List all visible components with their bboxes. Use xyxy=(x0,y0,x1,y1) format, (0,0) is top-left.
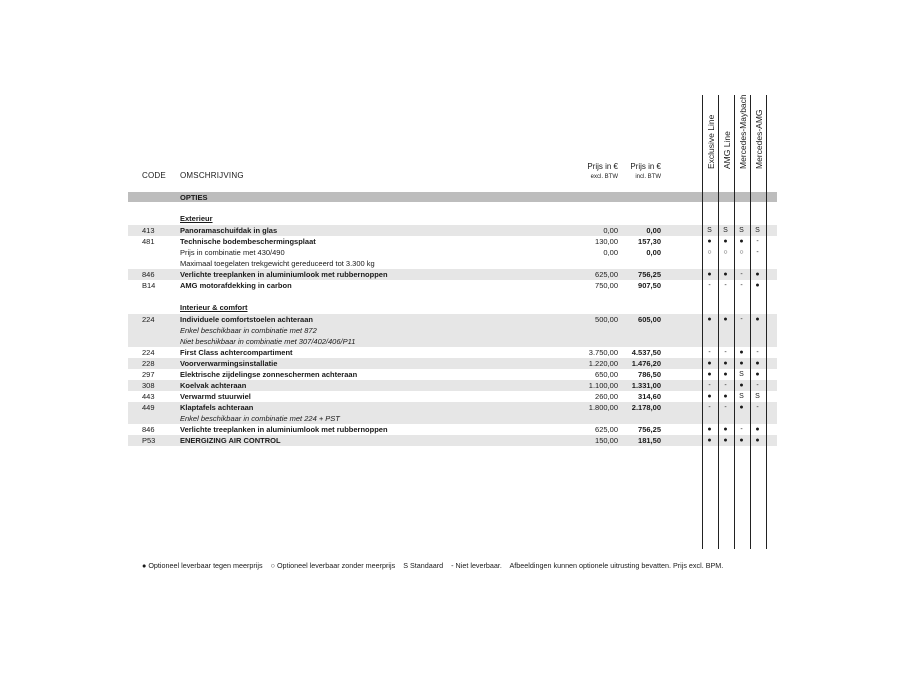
option-description: Verlichte treeplanken in aluminiumlook met rubbernoppen xyxy=(180,425,388,434)
availability-mark: ○ xyxy=(707,249,712,256)
option-description: Enkel beschikbaar in combinatie met 224 + PST xyxy=(180,414,340,423)
availability-mark: ● xyxy=(723,426,728,433)
column-divider xyxy=(718,95,719,549)
column-header-exclusive-line xyxy=(703,95,718,181)
price-excl: 150,00 xyxy=(595,436,618,445)
availability-mark: ● xyxy=(723,371,728,378)
price-excl: 650,00 xyxy=(595,370,618,379)
availability-mark: ○ xyxy=(723,249,728,256)
price-incl: 2.178,00 xyxy=(631,403,661,412)
legend-optional-paid: ● Optioneel leverbaar tegen meerprijs xyxy=(142,561,263,570)
option-code: 449 xyxy=(142,403,155,412)
availability-mark: - xyxy=(740,316,743,323)
price-excl-label: Prijs in € xyxy=(587,162,618,171)
price-incl-sub: incl. BTW xyxy=(635,174,661,180)
option-code: 224 xyxy=(142,315,155,324)
availability-mark: - xyxy=(724,282,727,289)
legend-optional-free: ○ Optioneel leverbaar zonder meerprijs xyxy=(270,561,396,570)
price-excl: 1.100,00 xyxy=(588,381,618,390)
price-incl: 157,30 xyxy=(638,237,661,246)
price-excl: 0,00 xyxy=(603,226,618,235)
option-code: 413 xyxy=(142,226,155,235)
availability-mark: ● xyxy=(723,360,728,367)
option-code: 224 xyxy=(142,348,155,357)
price-excl: 260,00 xyxy=(595,392,618,401)
option-code: 481 xyxy=(142,237,155,246)
availability-mark: S xyxy=(707,227,712,234)
option-description: Verlichte treeplanken in aluminiumlook met rubbernoppen xyxy=(180,270,388,279)
availability-mark: - xyxy=(740,282,743,289)
availability-mark: ● xyxy=(723,271,728,278)
option-code: B14 xyxy=(142,281,156,290)
availability-mark: ● xyxy=(755,437,760,444)
option-description: Koelvak achteraan xyxy=(180,381,247,390)
availability-mark: - xyxy=(724,382,727,389)
option-description: Panoramaschuifdak in glas xyxy=(180,226,278,235)
availability-mark: - xyxy=(708,404,711,411)
price-excl: 1.220,00 xyxy=(588,359,618,368)
availability-mark: S xyxy=(739,227,744,234)
price-incl: 786,50 xyxy=(638,370,661,379)
availability-mark: ● xyxy=(707,271,712,278)
availability-mark: - xyxy=(724,349,727,356)
column-label: Exclusive Line xyxy=(706,114,716,169)
price-incl-label: Prijs in € xyxy=(630,162,661,171)
price-excl: 130,00 xyxy=(595,237,618,246)
column-label: AMG Line xyxy=(722,131,732,169)
price-excl: 625,00 xyxy=(595,270,618,279)
column-header-code: CODE xyxy=(142,171,166,180)
option-code: P53 xyxy=(142,436,156,445)
availability-mark: ● xyxy=(707,437,712,444)
option-code: 308 xyxy=(142,381,155,390)
availability-mark: ● xyxy=(723,238,728,245)
availability-mark: ● xyxy=(723,393,728,400)
price-excl: 500,00 xyxy=(595,315,618,324)
option-code: 846 xyxy=(142,425,155,434)
price-incl: 1.476,20 xyxy=(631,359,661,368)
availability-mark: ● xyxy=(707,393,712,400)
availability-mark: S xyxy=(755,393,760,400)
availability-mark: - xyxy=(740,426,743,433)
availability-mark: ● xyxy=(707,371,712,378)
legend-disclaimer: Afbeeldingen kunnen optionele uitrusting bevatten. Prijs excl. BPM. xyxy=(509,561,724,570)
column-divider xyxy=(702,95,703,549)
option-description: Verwarmd stuurwiel xyxy=(180,392,251,401)
availability-mark: - xyxy=(756,249,759,256)
availability-mark: ● xyxy=(755,282,760,289)
option-description: Technische bodembeschermingsplaat xyxy=(180,237,316,246)
option-description: Voorverwarmingsinstallatie xyxy=(180,359,278,368)
price-excl: 3.750,00 xyxy=(588,348,618,357)
availability-mark: ● xyxy=(755,316,760,323)
option-code: 228 xyxy=(142,359,155,368)
legend-standard: S Standaard xyxy=(403,561,444,570)
section-title: OPTIES xyxy=(180,193,208,202)
price-excl: 0,00 xyxy=(603,248,618,257)
price-incl: 0,00 xyxy=(646,248,661,257)
price-incl: 605,00 xyxy=(638,315,661,324)
availability-mark: S xyxy=(755,227,760,234)
option-description: First Class achtercompartiment xyxy=(180,348,293,357)
option-description: Niet beschikbaar in combinatie met 307/402/406/P11 xyxy=(180,337,356,346)
option-code: 443 xyxy=(142,392,155,401)
availability-mark: S xyxy=(739,393,744,400)
option-code: 297 xyxy=(142,370,155,379)
option-description: ENERGIZING AIR CONTROL xyxy=(180,436,281,445)
price-incl: 756,25 xyxy=(638,425,661,434)
option-description: Elektrische zijdelingse zonneschermen achteraan xyxy=(180,370,358,379)
availability-mark: - xyxy=(756,382,759,389)
legend-not-available: - Niet leverbaar. xyxy=(451,561,502,570)
price-incl: 907,50 xyxy=(638,281,661,290)
legend xyxy=(142,561,729,570)
option-description: Enkel beschikbaar in combinatie met 872 xyxy=(180,326,317,335)
column-header-amg-line xyxy=(719,95,734,181)
column-divider xyxy=(766,95,767,549)
availability-mark: S xyxy=(723,227,728,234)
option-description: Klaptafels achteraan xyxy=(180,403,254,412)
option-description: Individuele comfortstoelen achteraan xyxy=(180,315,313,324)
column-header-price-incl xyxy=(630,161,661,183)
price-excl: 625,00 xyxy=(595,425,618,434)
availability-mark: ● xyxy=(739,238,744,245)
column-divider xyxy=(750,95,751,549)
option-description: Maximaal toegelaten trekgewicht gereduceerd tot 3.300 kg xyxy=(180,259,375,268)
availability-mark: - xyxy=(708,382,711,389)
price-excl: 1.800,00 xyxy=(588,403,618,412)
option-description: AMG motorafdekking in carbon xyxy=(180,281,292,290)
availability-mark: ● xyxy=(739,382,744,389)
availability-mark: ● xyxy=(707,360,712,367)
column-divider xyxy=(734,95,735,549)
price-incl: 314,60 xyxy=(638,392,661,401)
availability-mark: - xyxy=(756,349,759,356)
availability-mark: ● xyxy=(739,404,744,411)
availability-mark: - xyxy=(756,404,759,411)
availability-mark: S xyxy=(739,371,744,378)
availability-mark: ● xyxy=(739,437,744,444)
availability-mark: ● xyxy=(739,360,744,367)
availability-mark: - xyxy=(740,271,743,278)
price-incl: 0,00 xyxy=(646,226,661,235)
availability-mark: ● xyxy=(755,371,760,378)
availability-mark: ● xyxy=(707,316,712,323)
section-bar xyxy=(128,192,777,202)
price-excl: 750,00 xyxy=(595,281,618,290)
availability-mark: ○ xyxy=(739,249,744,256)
availability-mark: ● xyxy=(739,349,744,356)
price-incl: 181,50 xyxy=(638,436,661,445)
availability-mark: - xyxy=(724,404,727,411)
column-label: Mercedes-Maybach xyxy=(738,94,748,169)
column-header-price-excl xyxy=(587,161,618,183)
availability-mark: ● xyxy=(723,316,728,323)
availability-mark: ● xyxy=(755,271,760,278)
availability-mark: - xyxy=(708,349,711,356)
availability-mark: ● xyxy=(707,238,712,245)
availability-mark: - xyxy=(756,238,759,245)
availability-mark: ● xyxy=(755,426,760,433)
column-header-amg xyxy=(751,95,766,181)
availability-mark: ● xyxy=(707,426,712,433)
group-title: Interieur & comfort xyxy=(180,303,248,312)
availability-mark: ● xyxy=(723,437,728,444)
column-header-maybach xyxy=(735,95,750,181)
price-excl-sub: excl. BTW xyxy=(590,174,618,180)
column-label: Mercedes-AMG xyxy=(754,109,764,169)
column-header-description: OMSCHRIJVING xyxy=(180,171,244,180)
group-title: Exterieur xyxy=(180,214,213,223)
availability-mark: ● xyxy=(755,360,760,367)
price-incl: 1.331,00 xyxy=(631,381,661,390)
price-incl: 4.537,50 xyxy=(631,348,661,357)
option-description: Prijs in combinatie met 430/490 xyxy=(180,248,285,257)
price-incl: 756,25 xyxy=(638,270,661,279)
option-code: 846 xyxy=(142,270,155,279)
availability-mark: - xyxy=(708,282,711,289)
